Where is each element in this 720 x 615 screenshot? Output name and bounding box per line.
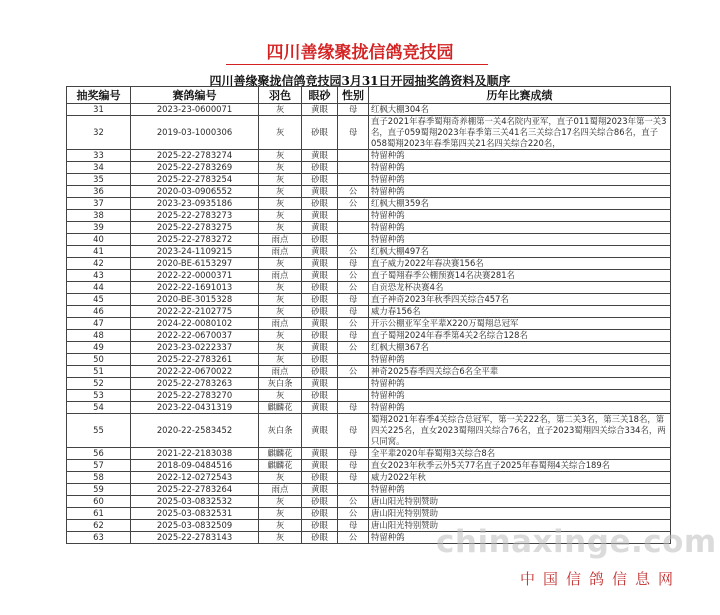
cell-lottery-number: 42: [67, 258, 131, 270]
cell-ring-number: 2025-22-2783269: [131, 162, 259, 174]
cell-feather-color: 灰: [259, 150, 302, 162]
cell-eye-sand: 黄眼: [302, 246, 338, 258]
cell-feather-color: 灰: [259, 532, 302, 544]
cell-eye-sand: 黄眼: [302, 150, 338, 162]
cell-feather-color: 灰: [259, 258, 302, 270]
cell-race-record: 特留种鸽: [369, 210, 671, 222]
cell-race-record: 唐山阳光特别赞助: [369, 508, 671, 520]
cell-feather-color: 灰: [259, 198, 302, 210]
cell-ring-number: 2022-22-0670022: [131, 366, 259, 378]
cell-lottery-number: 50: [67, 354, 131, 366]
cell-sex: [338, 378, 369, 390]
table-row: [67, 330, 671, 342]
cell-ring-number: 2025-22-2783274: [131, 150, 259, 162]
cell-sex: [338, 162, 369, 174]
cell-sex: 母: [338, 448, 369, 460]
cell-feather-color: 灰: [259, 306, 302, 318]
table-row: [67, 354, 671, 366]
cell-lottery-number: 48: [67, 330, 131, 342]
cell-feather-color: 灰白条: [259, 414, 302, 448]
cell-sex: 母: [338, 116, 369, 150]
cell-sex: [338, 484, 369, 496]
cell-lottery-number: 35: [67, 174, 131, 186]
cell-eye-sand: 砂眼: [302, 198, 338, 210]
cell-feather-color: 灰: [259, 162, 302, 174]
cell-race-record: 特留种鸽: [369, 354, 671, 366]
cell-lottery-number: 55: [67, 414, 131, 448]
cell-eye-sand: 黄眼: [302, 104, 338, 116]
cell-lottery-number: 44: [67, 282, 131, 294]
cell-race-record: 特留种鸽: [369, 402, 671, 414]
cell-ring-number: 2025-22-2783143: [131, 532, 259, 544]
cell-eye-sand: 砂眼: [302, 162, 338, 174]
sheet-caption: 四川善缘聚拢信鸽竞技园3月31日开园抽奖鸽资料及顺序: [209, 74, 511, 88]
table-row: [67, 390, 671, 402]
watermark-chinese: 中国信鸽信息网: [520, 570, 682, 588]
cell-ring-number: 2025-22-2783270: [131, 390, 259, 402]
cell-sex: 公: [338, 342, 369, 354]
cell-lottery-number: 32: [67, 116, 131, 150]
cell-ring-number: 2022-22-2102775: [131, 306, 259, 318]
header-feather-color: 羽色: [259, 87, 302, 104]
cell-sex: 母: [338, 520, 369, 532]
cell-eye-sand: 黄眼: [302, 342, 338, 354]
cell-lottery-number: 53: [67, 390, 131, 402]
cell-race-record: 全平辈2020年春蜀翔3关综合8名: [369, 448, 671, 460]
table-row: [67, 246, 671, 258]
header-ring-number: 赛鸽编号: [131, 87, 259, 104]
table-row: [67, 104, 671, 116]
cell-ring-number: 2025-22-2783275: [131, 222, 259, 234]
lottery-pigeon-table: [66, 86, 671, 544]
cell-feather-color: 麒麟花: [259, 402, 302, 414]
header-eye-sand: 眼砂: [302, 87, 338, 104]
cell-eye-sand: 黄眼: [302, 186, 338, 198]
cell-lottery-number: 49: [67, 342, 131, 354]
cell-lottery-number: 38: [67, 210, 131, 222]
header-race-record: 历年比赛成绩: [369, 87, 671, 104]
cell-sex: 母: [338, 402, 369, 414]
cell-sex: [338, 174, 369, 186]
cell-sex: 母: [338, 472, 369, 484]
cell-lottery-number: 58: [67, 472, 131, 484]
cell-feather-color: 雨点: [259, 246, 302, 258]
cell-race-record: 红枫大棚367名: [369, 342, 671, 354]
table-row: [67, 222, 671, 234]
cell-eye-sand: 砂眼: [302, 330, 338, 342]
cell-feather-color: 灰: [259, 496, 302, 508]
cell-eye-sand: 黄眼: [302, 448, 338, 460]
cell-race-record: 直子蜀翔春季公棚预赛14名决赛281名: [369, 270, 671, 282]
cell-ring-number: 2025-03-0832509: [131, 520, 259, 532]
cell-ring-number: 2025-22-2783264: [131, 484, 259, 496]
cell-ring-number: 2020-03-0906552: [131, 186, 259, 198]
cell-eye-sand: 黄眼: [302, 378, 338, 390]
cell-sex: 母: [338, 306, 369, 318]
cell-eye-sand: 砂眼: [302, 306, 338, 318]
cell-race-record: 特留种鸽: [369, 378, 671, 390]
cell-eye-sand: 砂眼: [302, 354, 338, 366]
cell-lottery-number: 46: [67, 306, 131, 318]
table-row: [67, 378, 671, 390]
cell-race-record: 唐山阳光特别赞助: [369, 520, 671, 532]
cell-feather-color: 灰: [259, 294, 302, 306]
table-row: [67, 306, 671, 318]
watermark-latin: chinaxinge.com: [436, 524, 717, 560]
cell-race-record: 威力春156名: [369, 306, 671, 318]
cell-ring-number: 2024-22-0080102: [131, 318, 259, 330]
cell-race-record: 蜀翔2021年春季4关综合总冠军，第一关222名，第二关3名，第三关18名，第四关225名，直女2023蜀翔四关综合76名，直子2023蜀翔四关综合334名，两只同窝。: [369, 414, 671, 448]
cell-feather-color: 雨点: [259, 270, 302, 282]
cell-race-record: 威力2022年秋: [369, 472, 671, 484]
cell-sex: [338, 210, 369, 222]
cell-race-record: 特留种鸽: [369, 222, 671, 234]
cell-sex: 公: [338, 246, 369, 258]
cell-feather-color: 灰: [259, 116, 302, 150]
cell-feather-color: 灰: [259, 508, 302, 520]
table-row: [67, 210, 671, 222]
cell-sex: 公: [338, 282, 369, 294]
cell-sex: 公: [338, 198, 369, 210]
table-row: [67, 472, 671, 484]
table-row: [67, 508, 671, 520]
cell-eye-sand: 砂眼: [302, 234, 338, 246]
table-row: [67, 174, 671, 186]
cell-sex: 公: [338, 270, 369, 282]
table-row: [67, 282, 671, 294]
cell-race-record: 特留种鸽: [369, 234, 671, 246]
cell-ring-number: 2021-22-2183038: [131, 448, 259, 460]
cell-sex: 公: [338, 508, 369, 520]
header-sex: 性别: [338, 87, 369, 104]
cell-race-record: 直子2021年春季蜀翔奇养棚第一关4名院内亚军，直子011蜀翔2023年第一关3名，直子059蜀翔2023年春季第三关41名三关综合17名四关综合86名，直子058蜀翔2023年春季第四关21名四关综合220名，: [369, 116, 671, 150]
table-row: [67, 162, 671, 174]
cell-feather-color: 灰: [259, 330, 302, 342]
table-row: [67, 294, 671, 306]
cell-feather-color: 灰: [259, 104, 302, 116]
cell-feather-color: 灰: [259, 520, 302, 532]
cell-race-record: 红枫大棚497名: [369, 246, 671, 258]
cell-race-record: 唐山阳光特别赞助: [369, 496, 671, 508]
cell-race-record: 直女2023年秋季云外5关77名直子2025年春蜀翔4关综合189名: [369, 460, 671, 472]
cell-sex: [338, 390, 369, 402]
cell-race-record: 特留种鸽: [369, 174, 671, 186]
cell-feather-color: 雨点: [259, 366, 302, 378]
table-row: [67, 186, 671, 198]
cell-feather-color: 麒麟花: [259, 460, 302, 472]
cell-eye-sand: 砂眼: [302, 508, 338, 520]
cell-sex: [338, 150, 369, 162]
cell-ring-number: 2023-23-0600071: [131, 104, 259, 116]
cell-ring-number: 2023-22-0431319: [131, 402, 259, 414]
cell-eye-sand: 黄眼: [302, 460, 338, 472]
cell-eye-sand: 砂眼: [302, 496, 338, 508]
cell-lottery-number: 31: [67, 104, 131, 116]
cell-race-record: 特留种鸽: [369, 484, 671, 496]
cell-ring-number: 2020-BE-3015328: [131, 294, 259, 306]
cell-race-record: 开示公棚亚军全平辈X220万蜀翔总冠军: [369, 318, 671, 330]
cell-eye-sand: 砂眼: [302, 294, 338, 306]
cell-feather-color: 灰: [259, 472, 302, 484]
cell-sex: [338, 234, 369, 246]
cell-lottery-number: 33: [67, 150, 131, 162]
cell-ring-number: 2022-22-1691013: [131, 282, 259, 294]
cell-eye-sand: 黄眼: [302, 402, 338, 414]
cell-sex: [338, 222, 369, 234]
cell-eye-sand: 砂眼: [302, 390, 338, 402]
cell-eye-sand: 砂眼: [302, 472, 338, 484]
table-row: [67, 448, 671, 460]
cell-lottery-number: 47: [67, 318, 131, 330]
cell-race-record: 神奇2025春季四关综合6名全平辈: [369, 366, 671, 378]
cell-ring-number: 2025-22-2783263: [131, 378, 259, 390]
cell-ring-number: 2020-BE-6153297: [131, 258, 259, 270]
cell-feather-color: 灰: [259, 174, 302, 186]
cell-eye-sand: 黄眼: [302, 210, 338, 222]
cell-ring-number: 2025-22-2783273: [131, 210, 259, 222]
cell-sex: 公: [338, 532, 369, 544]
cell-feather-color: 灰: [259, 210, 302, 222]
cell-feather-color: 灰: [259, 282, 302, 294]
table-row: [67, 198, 671, 210]
cell-eye-sand: 砂眼: [302, 116, 338, 150]
cell-feather-color: 雨点: [259, 318, 302, 330]
cell-lottery-number: 39: [67, 222, 131, 234]
cell-race-record: 直子蜀翔2024年春季第4关2名综合128名: [369, 330, 671, 342]
cell-lottery-number: 51: [67, 366, 131, 378]
cell-race-record: 红枫大棚359名: [369, 198, 671, 210]
cell-eye-sand: 黄眼: [302, 414, 338, 448]
cell-race-record: 特留种鸽: [369, 186, 671, 198]
cell-sex: 母: [338, 294, 369, 306]
table-row: [67, 318, 671, 330]
cell-sex: 公: [338, 186, 369, 198]
cell-feather-color: 灰: [259, 186, 302, 198]
cell-lottery-number: 34: [67, 162, 131, 174]
cell-ring-number: 2023-23-0222337: [131, 342, 259, 354]
cell-lottery-number: 52: [67, 378, 131, 390]
cell-ring-number: 2025-03-0832532: [131, 496, 259, 508]
cell-feather-color: 灰: [259, 354, 302, 366]
page-title: 四川善缘聚拢信鸽竞技园: [266, 43, 454, 63]
cell-lottery-number: 60: [67, 496, 131, 508]
cell-eye-sand: 黄眼: [302, 270, 338, 282]
cell-eye-sand: 砂眼: [302, 174, 338, 186]
cell-ring-number: 2025-22-2783261: [131, 354, 259, 366]
table-row: [67, 366, 671, 378]
cell-ring-number: 2022-12-0272543: [131, 472, 259, 484]
cell-race-record: 自贡恐龙杯决赛4名: [369, 282, 671, 294]
table-row: [67, 460, 671, 472]
cell-ring-number: 2023-24-1109215: [131, 246, 259, 258]
table-row: [67, 342, 671, 354]
cell-lottery-number: 62: [67, 520, 131, 532]
cell-ring-number: 2018-09-0484516: [131, 460, 259, 472]
cell-sex: [338, 354, 369, 366]
cell-sex: 公: [338, 318, 369, 330]
table-row: [67, 414, 671, 448]
cell-eye-sand: 黄眼: [302, 258, 338, 270]
cell-sex: 母: [338, 104, 369, 116]
cell-ring-number: 2025-22-2783254: [131, 174, 259, 186]
cell-race-record: 直子威力2022年春决赛156名: [369, 258, 671, 270]
cell-sex: 母: [338, 414, 369, 448]
cell-eye-sand: 砂眼: [302, 282, 338, 294]
cell-ring-number: 2025-03-0832531: [131, 508, 259, 520]
cell-race-record: 直子神奇2023年秋季四关综合457名: [369, 294, 671, 306]
cell-race-record: 特留种鸽: [369, 390, 671, 402]
cell-feather-color: 灰: [259, 222, 302, 234]
title-underline: [226, 64, 488, 65]
cell-sex: 公: [338, 496, 369, 508]
cell-race-record: 特留种鸽: [369, 162, 671, 174]
header-lottery-number: 抽奖编号: [67, 87, 131, 104]
table-row: [67, 234, 671, 246]
cell-ring-number: 2023-23-0935186: [131, 198, 259, 210]
table-row: [67, 402, 671, 414]
table-row: [67, 496, 671, 508]
cell-feather-color: 雨点: [259, 234, 302, 246]
cell-ring-number: 2025-22-2783272: [131, 234, 259, 246]
table-row: [67, 484, 671, 496]
table-row: [67, 116, 671, 150]
table-row: [67, 270, 671, 282]
cell-race-record: 特留种鸽: [369, 532, 671, 544]
cell-race-record: 红枫大棚304名: [369, 104, 671, 116]
cell-lottery-number: 61: [67, 508, 131, 520]
cell-feather-color: 灰白条: [259, 378, 302, 390]
cell-eye-sand: 黄眼: [302, 318, 338, 330]
table-row: [67, 150, 671, 162]
cell-lottery-number: 63: [67, 532, 131, 544]
cell-lottery-number: 45: [67, 294, 131, 306]
cell-sex: 母: [338, 330, 369, 342]
table-row: [67, 258, 671, 270]
cell-eye-sand: 砂眼: [302, 520, 338, 532]
cell-eye-sand: 砂眼: [302, 532, 338, 544]
cell-eye-sand: 黄眼: [302, 484, 338, 496]
cell-lottery-number: 40: [67, 234, 131, 246]
cell-feather-color: 灰: [259, 342, 302, 354]
cell-ring-number: 2022-22-0670037: [131, 330, 259, 342]
cell-lottery-number: 43: [67, 270, 131, 282]
cell-lottery-number: 59: [67, 484, 131, 496]
cell-lottery-number: 56: [67, 448, 131, 460]
cell-ring-number: 2020-22-2583452: [131, 414, 259, 448]
cell-lottery-number: 41: [67, 246, 131, 258]
cell-sex: 公: [338, 366, 369, 378]
cell-feather-color: 灰: [259, 390, 302, 402]
cell-eye-sand: 黄眼: [302, 222, 338, 234]
cell-lottery-number: 54: [67, 402, 131, 414]
cell-race-record: 特留种鸽: [369, 150, 671, 162]
cell-ring-number: 2022-22-0000371: [131, 270, 259, 282]
table-header-row: [67, 87, 671, 104]
cell-sex: 母: [338, 460, 369, 472]
cell-ring-number: 2019-03-1000306: [131, 116, 259, 150]
cell-lottery-number: 36: [67, 186, 131, 198]
cell-eye-sand: 砂眼: [302, 366, 338, 378]
cell-feather-color: 麒麟花: [259, 448, 302, 460]
cell-sex: 母: [338, 258, 369, 270]
cell-lottery-number: 37: [67, 198, 131, 210]
cell-lottery-number: 57: [67, 460, 131, 472]
cell-feather-color: 雨点: [259, 484, 302, 496]
